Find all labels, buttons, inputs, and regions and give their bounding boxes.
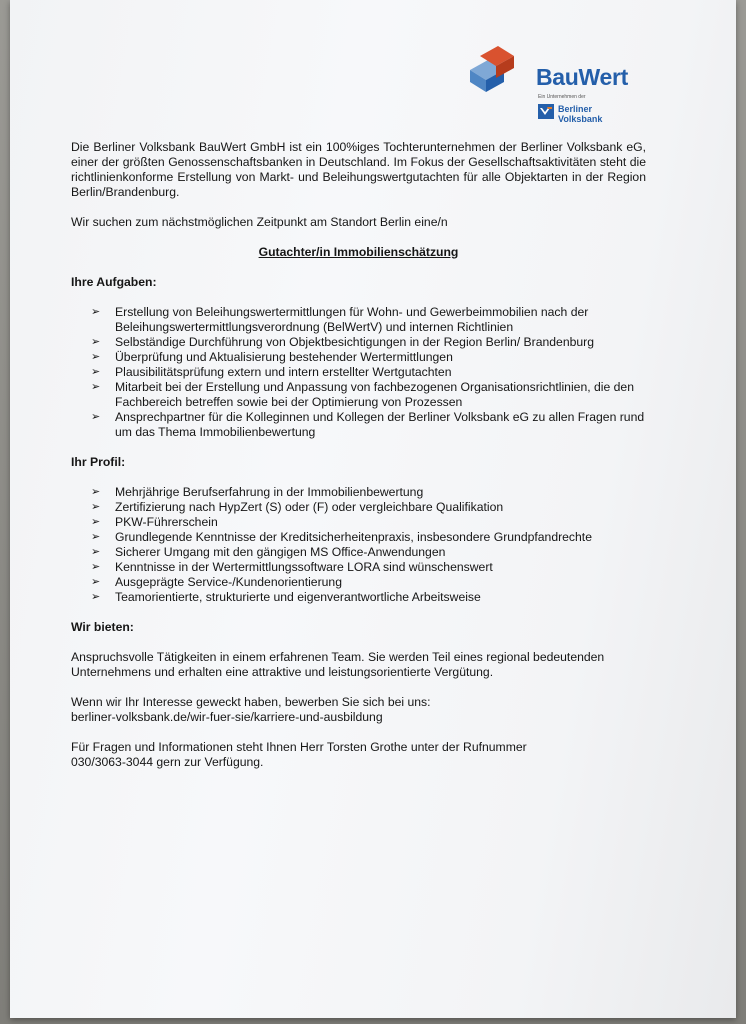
list-item: ➢ Überprüfung und Aktualisierung bestehender Wertermittlungen	[91, 350, 453, 364]
list-item: ➢ Kenntnisse in der Wertermittlungssoftware LORA sind wünschenswert	[91, 560, 493, 574]
job-title: Gutachter/in Immobilienschätzung	[258, 245, 459, 259]
search-sentence: Wir suchen zum nächstmöglichen Zeitpunkt am Standort Berlin eine/n	[71, 215, 448, 229]
list-item: ➢ Selbständige Durchführung von Objektbesichtigungen in der Region Berlin/ Brandenburg	[91, 335, 595, 349]
arrow-bullet-icon: ➢	[91, 411, 101, 423]
arrow-bullet-icon: ➢	[91, 306, 101, 318]
list-item: ➢ Grundlegende Kenntnisse der Kreditsicherheitenpraxis, insbesondere Grundpfandrechte	[91, 530, 592, 544]
list-item: ➢ Mitarbeit bei der Erstellung und Anpassung von fachbezogenen Organisationsrichtlinien, die den Fachbereich betreffen sowie bei der Optimierung von Prozessen	[91, 380, 634, 409]
arrow-bullet-icon: ➢	[91, 366, 101, 378]
bauwert-logo	[466, 46, 666, 136]
tasks-list	[71, 305, 646, 440]
list-item: ➢ Plausibilitätsprüfung extern und intern erstellter Wertgutachten	[91, 365, 452, 379]
arrow-bullet-icon: ➢	[91, 561, 101, 573]
volksbank-logo-icon	[538, 104, 554, 119]
apply-text: Wenn wir Ihr Interesse geweckt haben, bewerben Sie sich bei uns:	[71, 695, 431, 709]
arrow-bullet-icon: ➢	[91, 531, 101, 543]
arrow-bullet-icon: ➢	[91, 576, 101, 588]
logo-title: BauWert	[536, 64, 629, 90]
contact-line-2: 030/3063-3044 gern zur Verfügung.	[71, 755, 264, 769]
profile-list	[71, 485, 646, 605]
arrow-bullet-icon: ➢	[91, 591, 101, 603]
arrow-bullet-icon: ➢	[91, 381, 101, 393]
logo-parent-name: Berliner Volksbank	[558, 104, 603, 124]
offer-heading: Wir bieten:	[71, 620, 134, 634]
arrow-bullet-icon: ➢	[91, 336, 101, 348]
document-body	[71, 140, 646, 770]
list-item: ➢ PKW-Führerschein	[91, 515, 218, 529]
profile-heading: Ihr Profil:	[71, 455, 126, 469]
arrow-bullet-icon: ➢	[91, 546, 101, 558]
arrow-bullet-icon: ➢	[91, 501, 101, 513]
offer-paragraph: Anspruchsvolle Tätigkeiten in einem erfahrenen Team. Sie werden Teil eines regional bedeutenden Unternehmens und erhalten eine attraktive und leistungsorientierte Vergütung.	[71, 650, 605, 679]
logo-subtitle: Ein Unternehmen der	[538, 94, 586, 100]
tasks-heading: Ihre Aufgaben:	[71, 275, 157, 289]
career-link[interactable]: berliner-volksbank.de/wir-fuer-sie/karriere-und-ausbildung	[71, 710, 383, 724]
bauwert-logo-icon	[466, 46, 526, 94]
arrow-bullet-icon: ➢	[91, 351, 101, 363]
arrow-bullet-icon: ➢	[91, 486, 101, 498]
list-item: ➢ Erstellung von Beleihungswertermittlungen für Wohn- und Gewerbeimmobilien nach der Beleihungswertermittlungsverordnung (BelWertV) und internen Richtlinien	[91, 305, 589, 334]
list-item: ➢ Ansprechpartner für die Kolleginnen und Kollegen der Berliner Volksbank eG zu allen Fragen rund um das Thema Immobilienbewertung	[91, 410, 645, 439]
list-item: ➢ Sicherer Umgang mit den gängigen MS Office-Anwendungen	[91, 545, 446, 559]
list-item: ➢ Mehrjährige Berufserfahrung in der Immobilienbewertung	[91, 485, 424, 499]
arrow-bullet-icon: ➢	[91, 516, 101, 528]
job-posting-page	[10, 0, 736, 1018]
list-item: ➢ Teamorientierte, strukturierte und eigenverantwortliche Arbeitsweise	[91, 590, 481, 604]
list-item: ➢ Ausgeprägte Service-/Kundenorientierung	[91, 575, 342, 589]
intro-paragraph: Die Berliner Volksbank BauWert GmbH ist ein 100%iges Tochterunternehmen der Berliner Volksbank eG, einer der größten Genossenschaftsbanken in Deutschland. Im Fokus der Gesellschaftsaktivitäten steht die richtlinienkonforme Erstellung von Markt- und Beleihungswertgutachten für alle Objektarten in der Region Berlin/Brandenburg.	[71, 140, 646, 199]
contact-line-1: Für Fragen und Informationen steht Ihnen Herr Torsten Grothe unter der Rufnummer	[71, 740, 527, 754]
list-item: ➢ Zertifizierung nach HypZert (S) oder (F) oder vergleichbare Qualifikation	[91, 500, 504, 514]
